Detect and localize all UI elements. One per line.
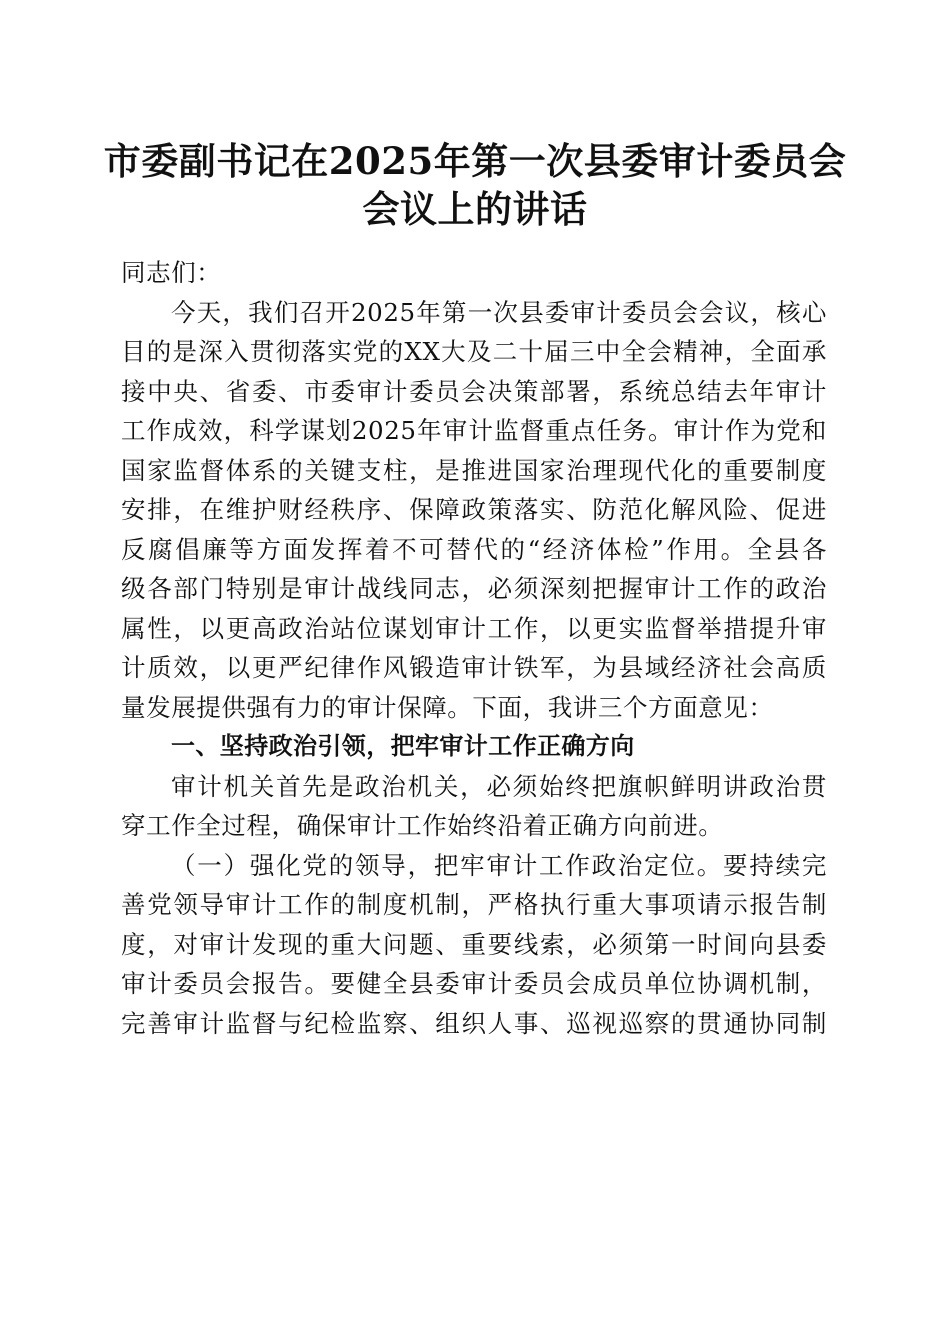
subsection-line: 完善审计监督与纪检监察、组织人事、巡视巡察的贯通协同制 [121, 1008, 827, 1038]
subsection-heading: （一）强化党的领导，把牢审计工作政治定位。 [171, 850, 724, 880]
salutation: 同志们： [121, 258, 222, 287]
subsection-line: 善党领导审计工作的制度机制，严格执行重大事项请示报告制 [121, 890, 827, 919]
subsection-first-line-rest: 要持续完 [723, 850, 827, 880]
intro-line: 量发展提供强有力的审计保障。下面，我讲三个方面意见： [121, 692, 774, 722]
document-body [121, 253, 827, 1043]
intro-line: 接中央、省委、市委审计委员会决策部署，系统总结去年审计 [121, 376, 827, 406]
section-heading: 一、坚持政治引领，把牢审计工作正确方向 [171, 732, 635, 760]
intro-line: 级各部门特别是审计战线同志，必须深刻把握审计工作的政治 [121, 574, 827, 603]
document-title-line-1: 市委副书记在2025年第一次县委审计委员会 [103, 139, 847, 183]
section-line: 穿工作全过程，确保审计工作始终沿着正确方向前进。 [121, 811, 724, 840]
intro-line: 属性，以更高政治站位谋划审计工作，以更实监督举措提升审 [121, 613, 827, 643]
intro-line: 反腐倡廉等方面发挥着不可替代的“经济体检”作用。全县各 [121, 534, 827, 564]
subsection-first-line [121, 846, 827, 886]
intro-line: 安排，在维护财经秩序、保障政策落实、防范化解风险、促进 [121, 495, 827, 524]
intro-line: 工作成效，科学谋划2025年审计监督重点任务。审计作为党和 [121, 416, 827, 445]
subsection-line: 审计委员会报告。要健全县委审计委员会成员单位协调机制， [121, 969, 827, 998]
section-line: 审计机关首先是政治机关，必须始终把旗帜鲜明讲政治贯 [171, 771, 827, 801]
intro-line: 目的是深入贯彻落实党的XX大及二十届三中全会精神，全面承 [121, 337, 827, 366]
intro-line: 今天，我们召开2025年第一次县委审计委员会会议，核心 [171, 297, 827, 327]
subsection-line: 度，对审计发现的重大问题、重要线索，必须第一时间向县委 [121, 929, 827, 959]
intro-line: 国家监督体系的关键支柱，是推进国家治理现代化的重要制度 [121, 455, 827, 485]
document-title-line-2: 会议上的讲话 [362, 187, 588, 231]
intro-line: 计质效，以更严纪律作风锻造审计铁军，为县域经济社会高质 [121, 653, 827, 682]
